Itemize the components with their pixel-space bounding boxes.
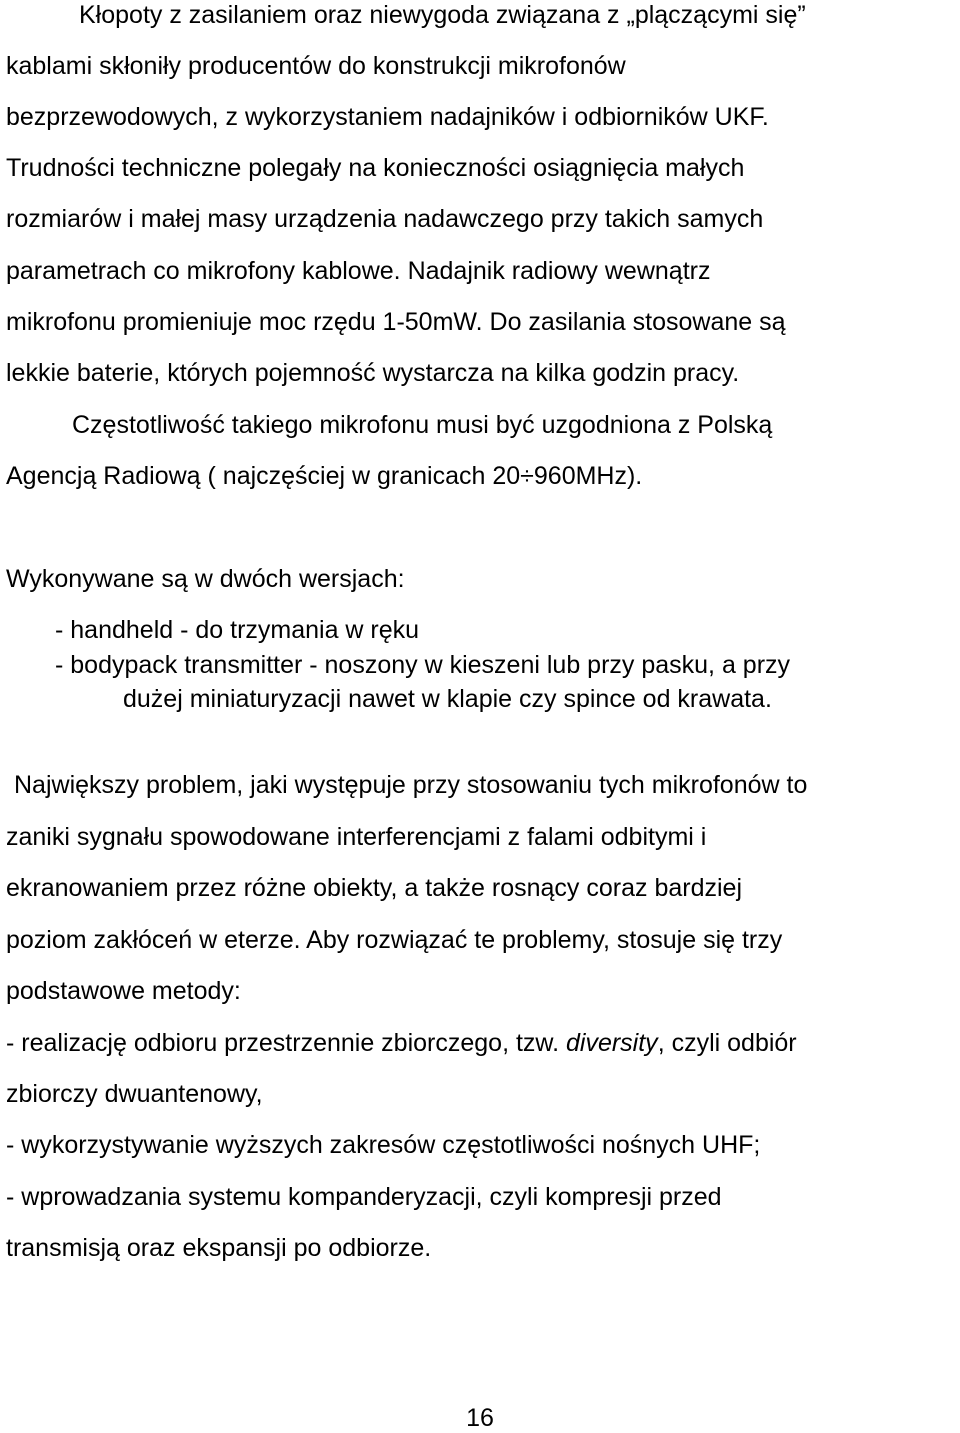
text-line: bezprzewodowych, z wykorzystaniem nadajników i odbiorników UKF.	[6, 103, 769, 131]
method-item-continuation: zbiorczy dwuantenowy,	[6, 1080, 263, 1108]
text-line: Największy problem, jaki występuje przy stosowaniu tych mikrofonów to	[14, 771, 808, 799]
page-number: 16	[466, 1404, 494, 1432]
versions-intro: Wykonywane są w dwóch wersjach:	[6, 565, 405, 593]
text-line: Częstotliwość takiego mikrofonu musi być uzgodniona z Polską	[72, 411, 773, 439]
diversity-term: diversity	[566, 1029, 658, 1057]
text-line: rozmiarów i małej masy urządzenia nadawczego przy takich samych	[6, 205, 764, 233]
text-line: parametrach co mikrofony kablowe. Nadajnik radiowy wewnątrz	[6, 257, 711, 285]
text-line: Agencją Radiową ( najczęściej w granicach 20÷960MHz).	[6, 462, 643, 490]
method-item-companding: - wprowadzania systemu kompanderyzacji, czyli kompresji przed	[6, 1183, 722, 1211]
text-line: poziom zakłóceń w eterze. Aby rozwiązać te problemy, stosuje się trzy	[6, 926, 783, 954]
list-item-continuation: dużej miniaturyzacji nawet w klapie czy spince od krawata.	[123, 685, 772, 713]
list-item: - handheld - do trzymania w ręku	[55, 616, 420, 644]
method-text: - realizację odbioru przestrzennie zbiorczego, tzw.	[6, 1029, 566, 1057]
list-item: - bodypack transmitter - noszony w kieszeni lub przy pasku, a przy	[55, 651, 791, 679]
text-line: lekkie baterie, których pojemność wystarcza na kilka godzin pracy.	[6, 359, 740, 387]
text-line: podstawowe metody:	[6, 977, 241, 1005]
text-line: Kłopoty z zasilaniem oraz niewygoda związana z „plączącymi się”	[79, 1, 806, 29]
text-line: Trudności techniczne polegały na konieczności osiągnięcia małych	[6, 154, 745, 182]
method-item-continuation: transmisją oraz ekspansji po odbiorze.	[6, 1234, 432, 1262]
text-line: ekranowaniem przez różne obiekty, a także rosnący coraz bardziej	[6, 874, 742, 902]
method-item-uhf: - wykorzystywanie wyższych zakresów częstotliwości nośnych UHF;	[6, 1131, 761, 1159]
method-item-diversity	[6, 1028, 797, 1058]
text-line: kablami skłoniły producentów do konstrukcji mikrofonów	[6, 52, 626, 80]
method-text: , czyli odbiór	[657, 1029, 797, 1057]
text-line: zaniki sygnału spowodowane interferencjami z falami odbitymi i	[6, 823, 707, 851]
text-line: mikrofonu promieniuje moc rzędu 1-50mW. Do zasilania stosowane są	[6, 308, 786, 336]
